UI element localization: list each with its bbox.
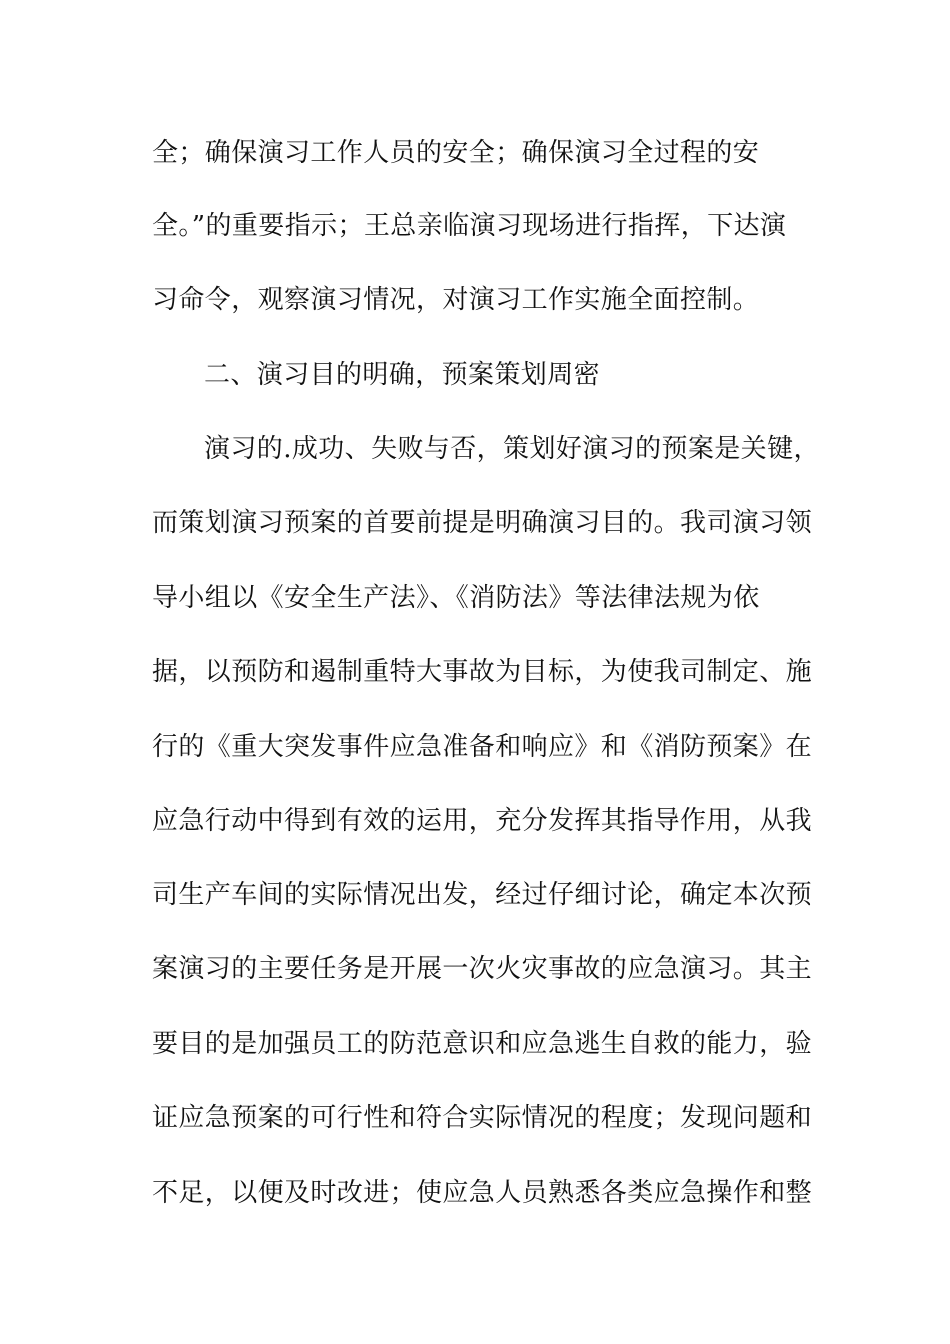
text-line: 要目的是加强员工的防范意识和应急逃生自救的能力，验 (152, 1029, 813, 1059)
section-heading: 二、演习目的明确，预案策划周密 (204, 360, 601, 390)
text-line: 习命令，观察演习情况，对演习工作实施全面控制。 (152, 285, 760, 315)
text-line: 全；确保演习工作人员的安全；确保演习全过程的安 (152, 138, 760, 168)
text-line: 导小组以《安全生产法》、《消防法》等法律法规为依 (152, 583, 760, 613)
text-line: 据，以预防和遏制重特大事故为目标，为使我司制定、施 (152, 657, 813, 687)
text-line: 证应急预案的可行性和符合实际情况的程度；发现问题和 (152, 1103, 813, 1133)
text-line: 司生产车间的实际情况出发，经过仔细讨论，确定本次预 (152, 880, 813, 910)
text-line: 行的《重大突发事件应急准备和响应》和《消防预案》在 (152, 732, 813, 762)
text-line: 不足，以便及时改进；使应急人员熟悉各类应急操作和整 (152, 1178, 813, 1208)
text-line: 案演习的主要任务是开展一次火灾事故的应急演习。其主 (152, 954, 813, 984)
text-line: 演习的.成功、失败与否，策划好演习的预案是关键， (204, 434, 820, 464)
text-line: 而策划演习预案的首要前提是明确演习目的。我司演习领 (152, 508, 813, 538)
text-line: 全。”的重要指示；王总亲临演习现场进行指挥，下达演 (152, 211, 787, 241)
text-line: 应急行动中得到有效的运用，充分发挥其指导作用，从我 (152, 806, 813, 836)
